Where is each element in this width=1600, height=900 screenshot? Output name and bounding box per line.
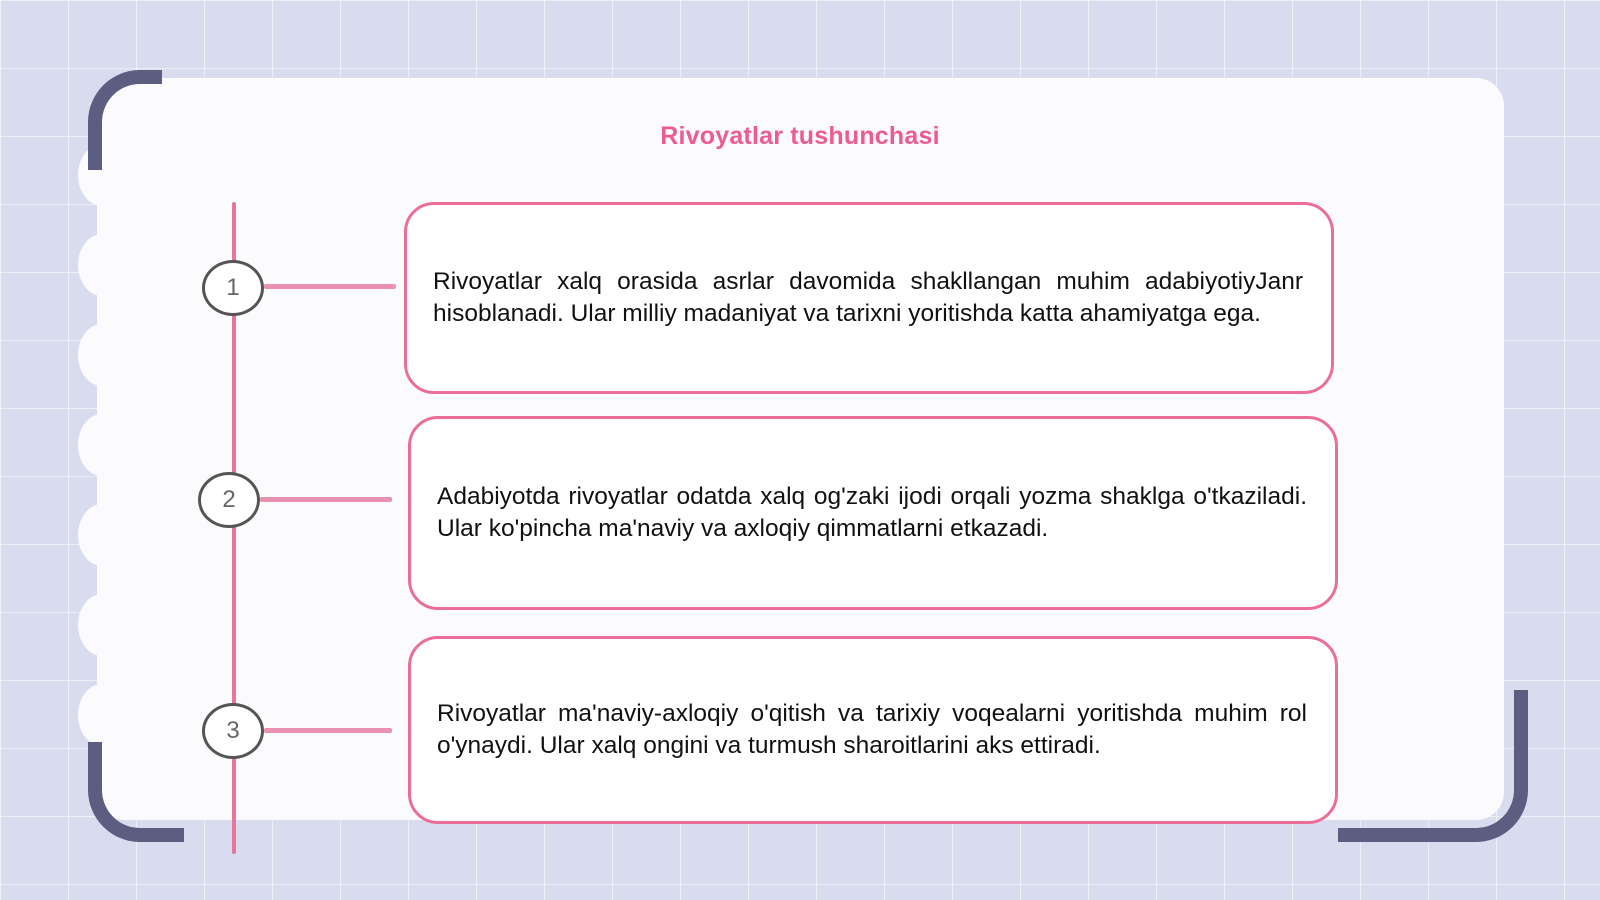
timeline-node-1: 1 [202, 260, 264, 316]
timeline-card-3-text: Rivoyatlar ma'naviy-axloqiy o'qitish va tarixiy voqealarni yoritishda muhim rol o'ynaydi. Ular xalq ongini va turmush sharoitlarini aks ettiradi. [437, 700, 1307, 759]
page-scallop [78, 684, 126, 746]
timeline-card-1 [404, 202, 1334, 394]
corner-bracket-bottom-right [1338, 690, 1528, 842]
timeline-node-3: 3 [202, 703, 264, 759]
timeline-card-3 [408, 636, 1338, 824]
page-scallop [78, 504, 126, 566]
timeline-node-2: 2 [198, 472, 260, 528]
timeline-card-1-text: Rivoyatlar xalq orasida asrlar davomida shakllangan muhim adabiyotiyJanr hisoblanadi. Ular milliy madaniyat va tarixni yoritishda katta ahamiyatga ega. [433, 268, 1303, 327]
timeline-card-2-text: Adabiyotda rivoyatlar odatda xalq og'zaki ijodi orqali yozma shaklga o'tkaziladi. Ular ko'pincha ma'naviy va axloqiy qimmatlarni etkazadi. [437, 483, 1307, 542]
timeline-connector-1 [264, 284, 396, 289]
page-scallop [78, 234, 126, 296]
slide-title [0, 122, 1600, 151]
slide-title-text: Rivoyatlar tushunchasi [660, 122, 940, 150]
page-scallop [78, 324, 126, 386]
timeline-connector-3 [264, 728, 392, 733]
corner-bracket-bottom-left [88, 742, 184, 842]
page-scallop [78, 414, 126, 476]
corner-bracket-top-left [88, 70, 162, 170]
timeline-connector-2 [260, 497, 392, 502]
timeline-card-2 [408, 416, 1338, 610]
page-scallop [78, 594, 126, 656]
